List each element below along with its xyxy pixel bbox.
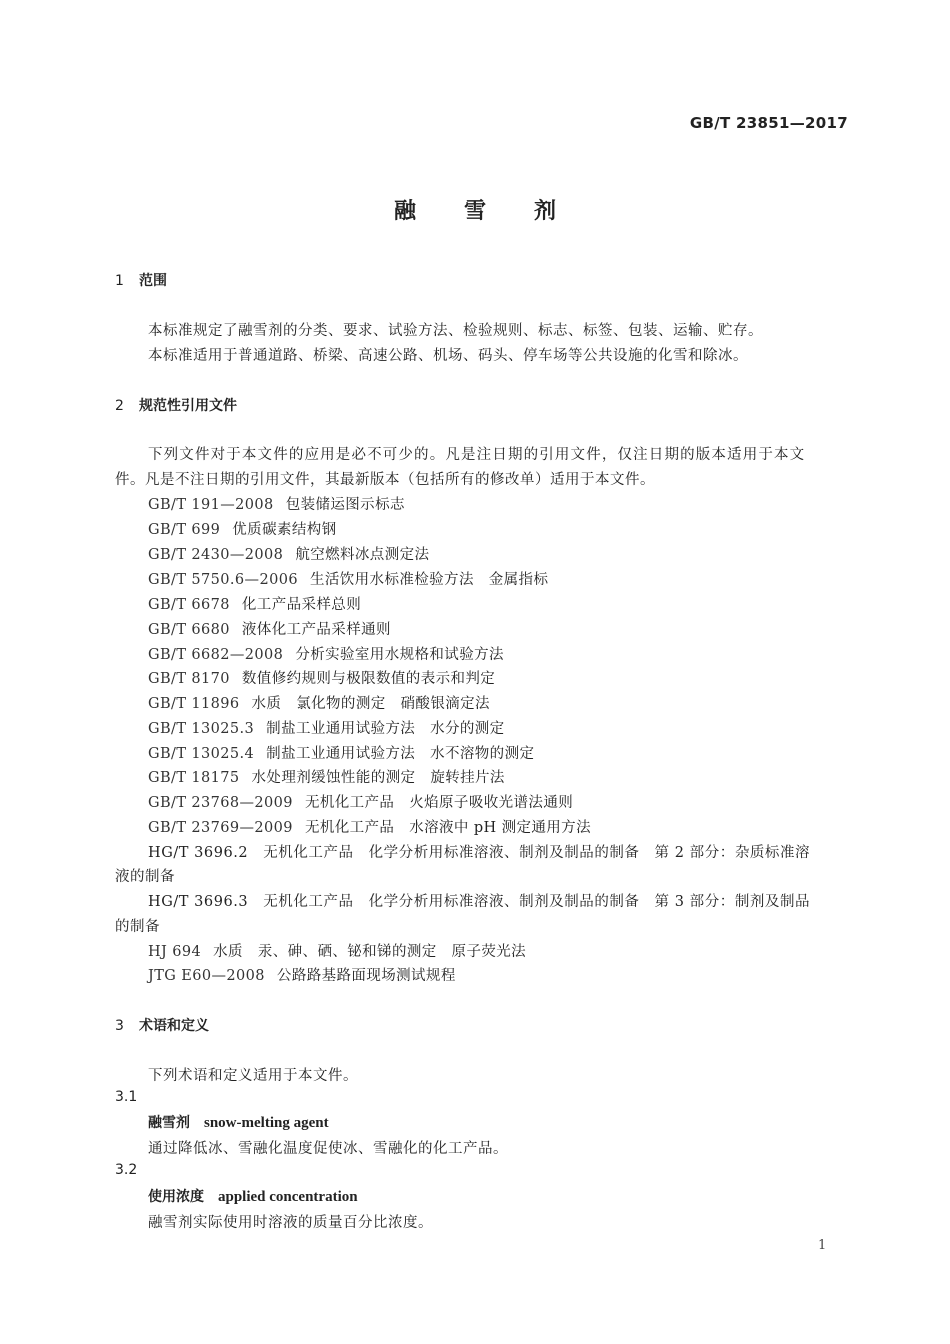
reference-title: 化工产品采样总则	[241, 597, 362, 613]
section-3-heading	[115, 1015, 209, 1035]
terms-intro: 下列术语和定义适用于本文件。	[148, 1068, 358, 1084]
reference-item	[148, 518, 337, 539]
reference-code: GB/T 5750.6—2006	[148, 572, 298, 588]
section-2-heading	[115, 395, 237, 415]
reference-item-hg-3696-2-line-1: HG/T 3696.2 无机化工产品 化学分析用标准溶液、制剂及制品的制备 第 2 部分：杂质标准溶	[148, 845, 811, 861]
reference-title: 生活饮用水标准检验方法 金属指标	[309, 572, 549, 588]
section-title: 范围	[139, 273, 167, 289]
reference-code: GB/T 23769—2009	[148, 820, 293, 836]
reference-title: 水质 氯化物的测定 硝酸银滴定法	[251, 696, 490, 712]
section-1-heading	[115, 270, 167, 290]
reference-item	[148, 940, 526, 961]
reference-title: 无机化工产品 水溶液中 pH 测定通用方法	[304, 820, 591, 836]
reference-code: GB/T 699	[148, 522, 221, 538]
reference-code: GB/T 11896	[148, 696, 240, 712]
reference-code: GB/T 13025.4	[148, 746, 255, 762]
reference-item	[148, 791, 573, 812]
reference-item-hg-3696-3-line-1: HG/T 3696.3 无机化工产品 化学分析用标准溶液、制剂及制品的制备 第 3 部分：制剂及制品	[148, 894, 811, 910]
reference-item-hg-3696-3-line-2: 的制备	[115, 919, 160, 935]
reference-code: GB/T 6682—2008	[148, 647, 284, 663]
scope-paragraph-1: 本标准规定了融雪剂的分类、要求、试验方法、检验规则、标志、标签、包装、运输、贮存。	[148, 323, 763, 339]
reference-title: 水质 汞、砷、硒、铋和锑的测定 原子荧光法	[213, 944, 527, 960]
reference-title: 航空燃料冰点测定法	[295, 547, 430, 563]
reference-code: GB/T 23768—2009	[148, 795, 293, 811]
reference-title: 液体化工产品采样通则	[241, 622, 391, 638]
reference-item	[148, 816, 591, 837]
section-number: 3	[115, 1018, 124, 1034]
term-definition: 融雪剂实际使用时溶液的质量百分比浓度。	[148, 1215, 433, 1231]
reference-title: 优质碳素结构钢	[232, 522, 337, 538]
references-intro-line-1: 下列文件对于本文件的应用是必不可少的。凡是注日期的引用文件，仅注日期的版本适用于本文	[148, 447, 806, 463]
reference-item	[148, 593, 361, 614]
scope-paragraph-2: 本标准适用于普通道路、桥梁、高速公路、机场、码头、停车场等公共设施的化雪和除冰。	[148, 348, 748, 364]
term-number: 3.1	[115, 1089, 138, 1105]
reference-code: HJ 694	[148, 944, 202, 960]
term-heading	[148, 1112, 329, 1132]
reference-item	[148, 667, 495, 688]
reference-item	[148, 568, 548, 589]
section-number: 1	[115, 273, 124, 289]
reference-title: 分析实验室用水规格和试验方法	[295, 647, 504, 663]
reference-item	[148, 742, 534, 763]
document-title: 融雪剂	[393, 199, 604, 224]
term-definition: 通过降低冰、雪融化温度促使冰、雪融化的化工产品。	[148, 1141, 508, 1157]
reference-item	[148, 717, 505, 738]
reference-title: 制盐工业通用试验方法 水不溶物的测定	[266, 746, 535, 762]
term-english: applied concentration	[218, 1189, 358, 1205]
term-heading	[148, 1186, 358, 1206]
reference-code: GB/T 6678	[148, 597, 230, 613]
reference-code: GB/T 13025.3	[148, 721, 255, 737]
reference-title: 公路路基路面现场测试规程	[276, 968, 456, 984]
reference-item	[148, 493, 405, 514]
reference-code: GB/T 2430—2008	[148, 547, 284, 563]
reference-title: 水处理剂缓蚀性能的测定 旋转挂片法	[251, 770, 505, 786]
reference-title: 无机化工产品 火焰原子吸收光谱法通则	[304, 795, 574, 811]
reference-title: 数值修约规则与极限数值的表示和判定	[241, 671, 496, 687]
reference-item	[148, 692, 490, 713]
reference-title: 包装储运图示标志	[285, 497, 405, 513]
section-number: 2	[115, 398, 124, 414]
reference-item	[148, 618, 391, 639]
term-chinese: 使用浓度	[148, 1189, 204, 1205]
section-title: 规范性引用文件	[139, 398, 237, 414]
reference-item	[148, 543, 429, 564]
section-title: 术语和定义	[139, 1018, 209, 1034]
references-intro-line-2: 件。凡是不注日期的引用文件，其最新版本（包括所有的修改单）适用于本文件。	[115, 472, 655, 488]
reference-code: GB/T 191—2008	[148, 497, 274, 513]
reference-item-hg-3696-2-line-2: 液的制备	[115, 869, 175, 885]
reference-code: GB/T 6680	[148, 622, 230, 638]
term-number: 3.2	[115, 1162, 138, 1178]
reference-code: JTG E60—2008	[148, 968, 265, 984]
reference-item	[148, 964, 456, 985]
reference-item	[148, 766, 505, 787]
page-number: 1	[818, 1238, 827, 1253]
reference-code: GB/T 18175	[148, 770, 240, 786]
reference-item	[148, 643, 504, 664]
term-chinese: 融雪剂	[148, 1115, 190, 1131]
term-english: snow-melting agent	[204, 1115, 329, 1131]
reference-code: GB/T 8170	[148, 671, 230, 687]
reference-title: 制盐工业通用试验方法 水分的测定	[266, 721, 505, 737]
standard-code: GB/T 23851—2017	[689, 114, 848, 132]
